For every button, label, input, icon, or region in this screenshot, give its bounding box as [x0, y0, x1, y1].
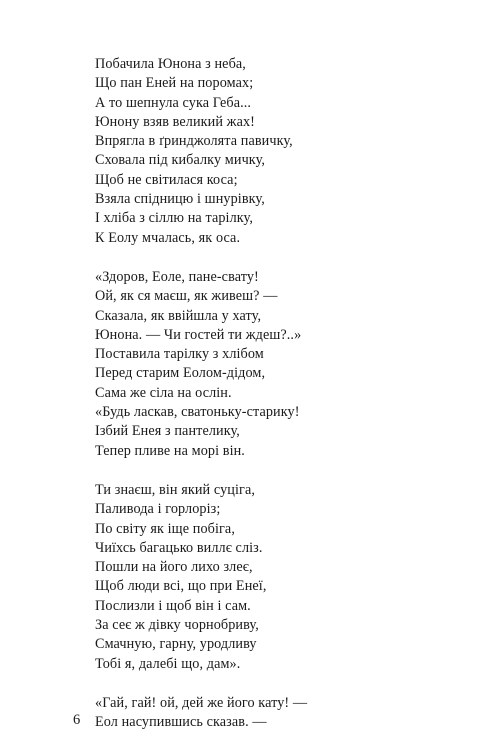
poem-line: Послизли і щоб він і сам. [95, 597, 251, 614]
page-number: 6 [73, 712, 81, 728]
poem-line: Юнону взяв великий жах! [95, 113, 256, 130]
poem-line: Щоб не світилася коса; [95, 171, 238, 188]
poem-line: І хліба з сіллю на тарілку, [95, 210, 253, 227]
poem-line: Ізбий Енея з пантелику, [95, 423, 240, 440]
poem-line: Впрягла в ґринджолята павичку, [95, 133, 293, 150]
poem-line: Смачную, гарну, уродливу [95, 636, 257, 653]
poem-line: Ти знаєш, він який суціга, [95, 481, 255, 498]
poem-line: Ой, як ся маєш, як живеш? — [95, 288, 278, 305]
poem-line: Перед старим Еолом-дідом, [95, 365, 266, 382]
poem-line: «Здоров, Еоле, пане-свату! [95, 268, 259, 285]
poem-line: Юнона. — Чи гостей ти ждеш?..» [95, 326, 302, 343]
poem-line: Сховала під кибалку мичку, [95, 152, 266, 169]
poem-line: Пошли на його лихо злеє, [95, 559, 253, 576]
poem-line: «Будь ласкав, сватоньку-старику! [95, 404, 300, 421]
poem-line: Що пан Еней на поромах; [95, 75, 254, 92]
poem-line: Паливода і горлоріз; [95, 501, 221, 518]
stanza-3 [95, 481, 455, 674]
stanza-4 [95, 694, 455, 733]
poem-line: Еол насупившись сказав. — [95, 714, 267, 731]
poem-line: А то шепнула сука Геба... [95, 94, 252, 111]
poem-line: По світу як іще побіга, [95, 520, 235, 537]
poem-line: Сказала, як ввійшла у хату, [95, 307, 262, 324]
poem-line: За сеє ж дівку чорнобриву, [95, 617, 259, 634]
poem-line: Побачила Юнона з неба, [95, 56, 246, 72]
stanza-2 [95, 268, 455, 461]
poem-line: Сама же сіла на ослін. [95, 384, 232, 401]
poem-line: Тобі я, далебі що, дам». [95, 655, 241, 672]
stanza-1 [95, 55, 455, 248]
poem-line: Взяла спідницю і шнурівку, [95, 191, 265, 208]
poem-line: Поставила тарілку з хлібом [95, 346, 264, 363]
poem-line: Щоб люди всі, що при Енеї, [95, 578, 267, 595]
poem-line: Тепер пливе на морі він. [95, 442, 245, 459]
poem-text [95, 55, 455, 753]
poem-line: Чиїхсь багацько виллє сліз. [95, 539, 263, 556]
poem-line: К Еолу мчалась, як оса. [95, 229, 241, 246]
poem-line: «Гай, гай! ой, дей же його кату! — [95, 694, 308, 711]
